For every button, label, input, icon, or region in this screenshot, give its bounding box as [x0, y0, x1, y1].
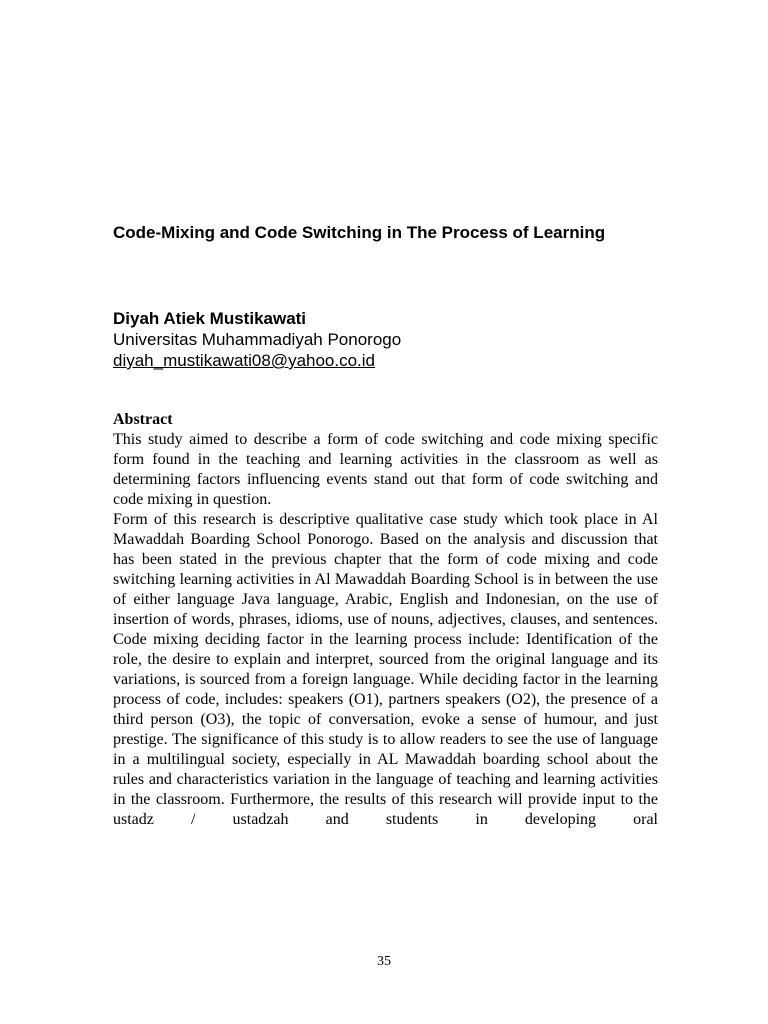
- abstract-paragraph: This study aimed to describe a form of code switching and code mixing specific form found in the teaching and learning activities in the classroom as well as determining factors influencing events stand out that form of code switching and code mixing in question.: [113, 431, 658, 508]
- author-email-link[interactable]: diyah_mustikawati08@yahoo.co.id: [113, 351, 376, 370]
- abstract-paragraph: Form of this research is descriptive qualitative case study which took place in Al Mawaddah Boarding School Ponorogo. Based on the analysis and discussion that has been stated in the previous chapter that the form of code mixing and code switching learning activities in Al Mawaddah Boarding School is in between the use of either language Java language, Arabic, English and Indonesian, on the use of insertion of words, phrases, idioms, use of nouns, adjectives, clauses, and sentences. Code mixing deciding factor in the learning process include: Identification of the role, the desire to explain and interpret, sourced from the original language and its variations, is sourced from a foreign language. While deciding factor in the learning process of code, includes: speakers (O1), partners speakers (O2), the presence of a third person (O3), the topic of conversation, evoke a sense of humour, and just prestige. The significance of this study is to allow readers to see the use of language in a multilingual society, especially in AL Mawaddah boarding school about the rules and characteristics variation in the language of teaching and learning activities in the classroom. Furthermore, the results of this research will provide input to the ustadz / ustadzah and students in developing oral: [113, 511, 658, 828]
- paper-title: Code-Mixing and Code Switching in The Process of Learning: [113, 223, 606, 242]
- page-number: 35: [377, 954, 391, 969]
- abstract-body: [113, 430, 658, 830]
- author-affiliation: Universitas Muhammadiyah Ponorogo: [113, 330, 402, 349]
- abstract-heading: Abstract: [113, 411, 173, 428]
- author-name: Diyah Atiek Mustikawati: [113, 309, 307, 328]
